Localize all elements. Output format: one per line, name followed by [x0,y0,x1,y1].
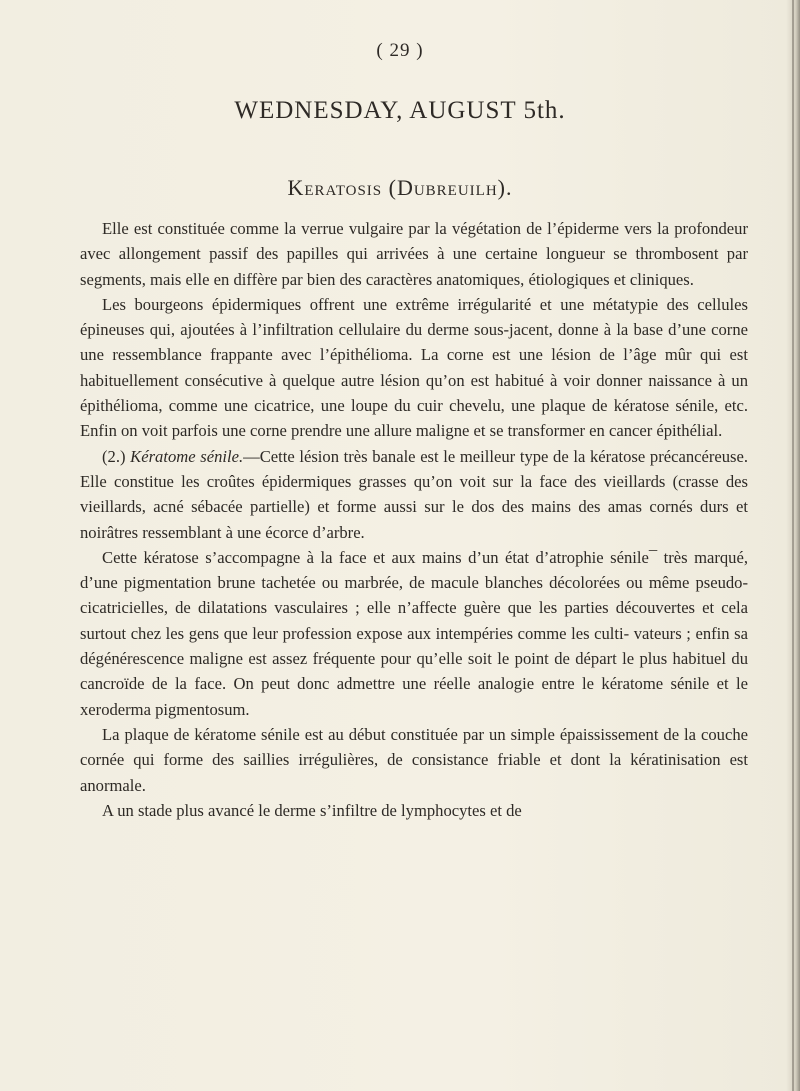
page-title: WEDNESDAY, AUGUST 5th. [234,97,566,124]
paragraph: A un stade plus avancé le derme s’infiltre de lymphocytes et de [102,800,522,820]
paragraph: Les bourgeons épidermiques offrent une extrême irrégularité et une métatypie des cellules épineuses qui, ajoutées à l’infiltration cellulaire du derme sous-jacent, donne à la base d’une corne une ressemblance frappante avec l’épithélioma. La corne est une lésion de l’âge mûr qui est habituellement consécutive à quelque autre lésion qu’on est habitué à voir donner naissance à un épithélioma, comme une cicatrice, une loupe du cuir chevelu, une plaque de kératose sénile, etc. Enfin on voit parfois une corne prendre une allure maligne et se transformer en cancer épithélial. [80,294,748,441]
paragraph: Cette kératose s’accompagne à la face et aux mains d’un état d’atrophie sénile¯ très marqué, d’une pigmentation brune tachetée ou marbrée, de macule blanches décolorées ou même pseudo-cicatricielles, de dilatations vasculaires ; elle n’affecte guère que les parties découvertes et cela surtout chez les gens que leur profession expose aux intempéries comme les culti- vateurs ; enfin sa dégénérescence maligne est assez fréquente pour qu’elle soit le point de départ le plus habituel du cancroïde de la face. On peut donc admettre une réelle analogie entre le kératome sénile et le xeroderma pigmentosum. [80,547,748,719]
paragraph: Elle est constituée comme la verrue vulgaire par la végétation de l’épiderme vers la profondeur avec allongement passif des papilles qui arrivées à une certaine longueur se thrombosent par segments, mais elle en diffère par bien des caractères anatomiques, étiologiques et cliniques. [80,219,748,289]
paragraph-lead: (2.) [102,446,131,466]
section-title: Keratosis (Dubreuilh). [287,175,513,200]
paragraph-italic-term: Kératome sénile. [130,446,244,466]
paragraph-rest: —Cette lésion très banale est le meilleur type de la kératose précancéreuse. Elle constitue les croûtes épidermiques grasses qu’on voit sur la face des vieillards (crasse des vieillards, acné sébacée partielle) et forme aussi sur le dos des mains des amas cornés durs et noirâtres ressemblant à une écorce d’arbre. [80,446,749,542]
paragraph [80,444,748,545]
page-edge-line [792,0,794,1091]
page-number: ( 29 ) [376,40,424,61]
body-text [80,216,748,823]
paragraph: La plaque de kératome sénile est au début constituée par un simple épaississement de la couche cornée qui forme des saillies irrégulières, de consistance friable et dont la kératinisation est anormale. [80,724,748,795]
